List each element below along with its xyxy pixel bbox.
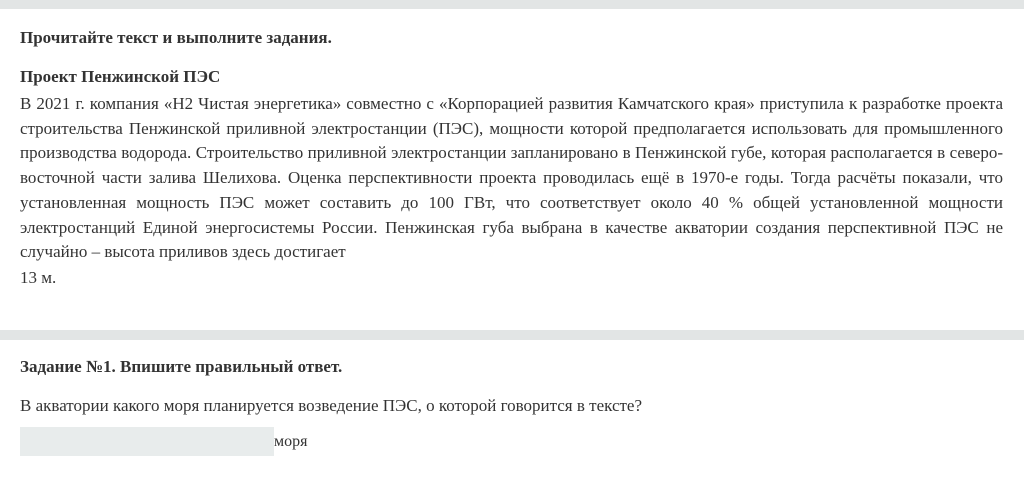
instruction-heading: Прочитайте текст и выполните задания. (20, 28, 332, 47)
task-question: В акватории какого моря планируется возведение ПЭС, о которой говорится в тексте? (20, 396, 643, 415)
answer-row (20, 427, 307, 456)
section-divider (0, 330, 1024, 340)
text-title: Проект Пенжинской ПЭС (20, 67, 221, 86)
passage-tail: 13 м. (20, 268, 57, 287)
answer-suffix: моря (274, 433, 308, 450)
passage-text: В 2021 г. компания «Н2 Чистая энергетика» совместно с «Корпорацией развития Камчатского края» приступила к разработке проекта строительства Пенжинской приливной электростанции (ПЭС), мощности которой предполагается использовать для промышленного производства водорода. Строительство приливной электростанции запланировано в Пенжинской губе, которая располагается в северо-восточной части залива Шелихова. Оценка перспективности проекта проводилась ещё в 1970-е годы. Тогда расчёты показали, что установленная мощность ПЭС может составить до 100 ГВт, что соответствует около 40 % общей установленной мощности электростанций Единой энергосистемы России. Пенжинская губа выбрана в качестве акватории создания перспективной ПЭС не случайно – высота приливов здесь достигает (20, 94, 1003, 262)
answer-input[interactable] (20, 427, 274, 456)
top-divider (0, 0, 1024, 9)
task-title: Задание №1. Впишите правильный ответ. (20, 357, 343, 376)
